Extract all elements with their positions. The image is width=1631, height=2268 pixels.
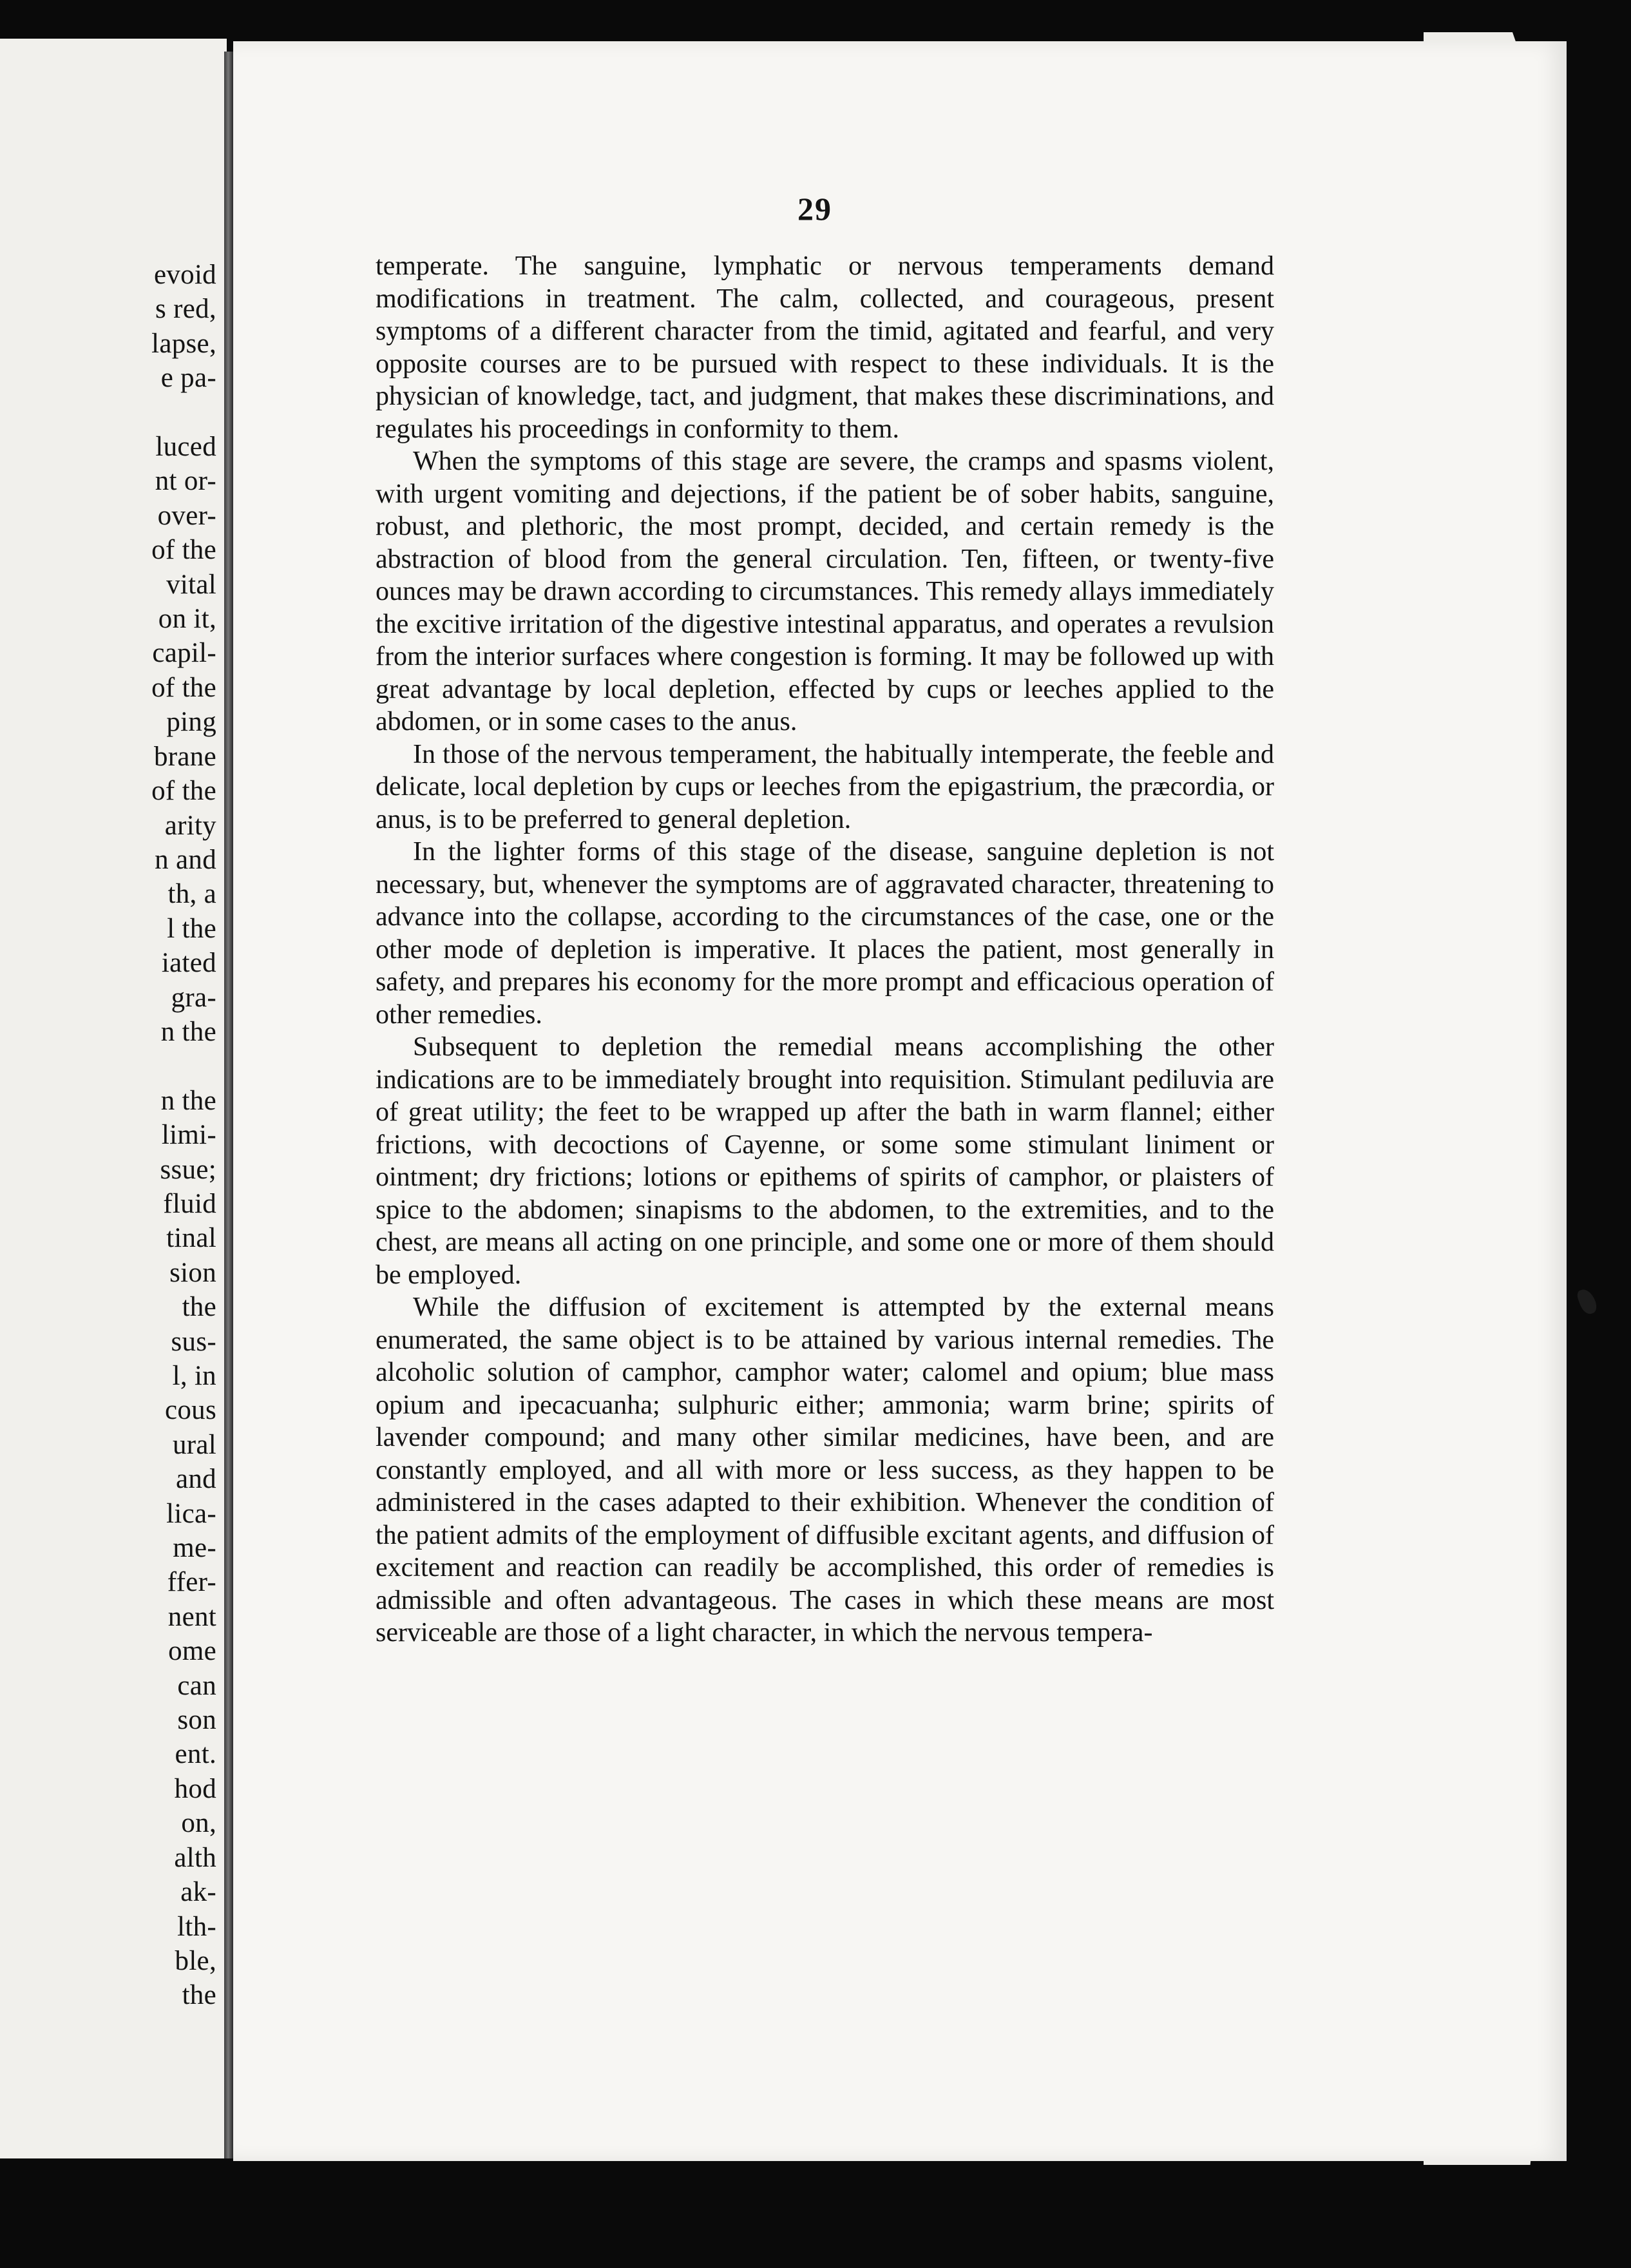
left-page-line: l the xyxy=(167,913,216,944)
left-page-line: over- xyxy=(157,500,216,531)
left-page-line: ffer- xyxy=(167,1567,216,1598)
margin-speck xyxy=(1576,1287,1599,1316)
left-page-line: ome xyxy=(168,1636,216,1667)
left-page-line: sus- xyxy=(171,1326,216,1357)
left-page-line: n the xyxy=(160,1085,216,1116)
left-page-line: ural xyxy=(172,1429,216,1460)
left-page-line: arity xyxy=(164,810,216,841)
left-page-line: limi- xyxy=(161,1120,216,1151)
left-page-line xyxy=(151,1049,216,1083)
paragraph-5: Subsequent to depletion the remedial means accomplishing the other indications are to be immediately brought into requisition. Stimulant pediluvia are of great utility; the feet to be wrapped up after the bath in warm flannel; either frictions, with decoctions of Cayenne, or some some stimulant liniment or ointment; dry frictions; lotions or epithems of spirits of camphor, or plaisters of spice to the abdomen; sinapisms to the abdomen, to the extremities, and to the chest, are means all acting on one principle, and some one or more of them should be employed. xyxy=(376,1032,1274,1290)
paragraph-2: When the symptoms of this stage are severe, the cramps and spasms violent, with urgent vomiting and dejections, if the patient be of sober habits, sanguine, robust, and plethoric, the most prompt, decided, and certain remedy is the abstraction of blood from the general circulation. Ten, fifteen, or twenty-five ounces may be drawn according to circumstances. This remedy allays immediately the excitive irritation of the digestive intestinal apparatus, and operates a revulsion from the interior surfaces where congestion is forming. It may be followed up with great advantage by local depletion, effected by cups or leeches applied to the abdomen, or in some cases to the anus. xyxy=(376,447,1274,736)
paragraph-6: While the diffusion of excitement is attempted by the external means enumerated, the same object is to be attained by various internal remedies. The alcoholic solution of camphor, camphor water; calomel and opium; blue mass opium and ipecacuanha; sulphuric either; ammonia; warm brine; spirits of lavender compound; and many other similar medicines, have been, and are constantly employed, and all with more or less success, as they happen to be administered in the cases adapted to their exhibition. Whenever the condition of the patient admits of the employment of diffusible excitant agents, and diffusion of excitement and reaction can readily be accomplished, this order of remedies is admissible and often advantageous. The cases in which these means are most serviceable are those of a light character, in which the nervous tempera- xyxy=(376,1293,1274,1648)
left-page-line: tinal xyxy=(166,1223,216,1254)
left-facing-page xyxy=(0,39,227,2158)
left-page-text-fragments xyxy=(151,258,216,2013)
left-page-line: lth- xyxy=(177,1911,216,1942)
left-page-line: evoid xyxy=(153,260,216,290)
left-page-line: s red, xyxy=(155,294,216,325)
left-page-line: ssue; xyxy=(160,1154,216,1185)
left-page-line: e pa- xyxy=(160,363,216,394)
left-page-line: brane xyxy=(154,741,216,772)
left-page-line: of the xyxy=(151,535,216,566)
left-page-line: lica- xyxy=(166,1498,216,1529)
left-page-line: n the xyxy=(160,1016,216,1047)
left-page-line: the xyxy=(182,1292,216,1323)
left-page-line: fluid xyxy=(163,1188,216,1219)
left-page-line: vital xyxy=(166,569,216,600)
left-page-line: sion xyxy=(169,1257,216,1288)
left-page-line: iated xyxy=(161,948,216,979)
left-page-line: hod xyxy=(174,1773,216,1804)
page-number: 29 xyxy=(797,191,832,227)
left-page-line: the xyxy=(182,1980,216,2011)
body-text xyxy=(376,250,1274,1649)
left-page-line: ping xyxy=(166,707,216,738)
paragraph-4: In the lighter forms of this stage of the disease, sanguine depletion is not necessary, but, whenever the symptoms are of aggravated character, threatening to advance into the collapse, according to the circumstances of the case, one or the other mode of depletion is imperative. It places the patient, most generally in safety, and prepares his economy for the more prompt and efficacious operation of other remedies. xyxy=(376,837,1274,1030)
left-page-line: on, xyxy=(181,1808,216,1839)
left-page-line: capil- xyxy=(152,638,216,669)
left-page-line: gra- xyxy=(171,982,216,1013)
left-page-line: on it, xyxy=(158,604,216,635)
left-page-line: of the xyxy=(151,776,216,807)
left-page-line: son xyxy=(177,1705,216,1736)
left-page-line: me- xyxy=(173,1533,216,1564)
left-page-line: nent xyxy=(167,1601,216,1632)
left-page-line: luced xyxy=(155,432,216,463)
left-page-line: n and xyxy=(155,844,216,875)
left-page-line: l, in xyxy=(172,1361,216,1391)
left-page-line xyxy=(151,396,216,430)
left-page-line: ak- xyxy=(180,1877,216,1908)
left-page-line: lapse, xyxy=(151,328,216,359)
left-page-line: nt or- xyxy=(155,466,216,497)
left-page-line: of the xyxy=(151,672,216,703)
left-page-line: cous xyxy=(164,1395,216,1426)
left-page-line: can xyxy=(177,1670,216,1701)
left-page-line: alth xyxy=(174,1842,216,1873)
paragraph-1: temperate. The sanguine, lymphatic or nervous temperaments demand modifications in treatment. The calm, collected, and courageous, present symptoms of a different character from the timid, agitated and fearful, and very opposite courses are to be pursued with respect to these individuals. It is the physician of knowledge, tact, and judgment, that makes these discriminations, and regulates his proceedings in conformity to them. xyxy=(376,251,1274,444)
book-gutter xyxy=(224,52,233,2158)
paragraph-3: In those of the nervous temperament, the habitually intemperate, the feeble and delicate, local depletion by cups or leeches from the epigastrium, the præcordia, or anus, is to be preferred to general depletion. xyxy=(376,739,1274,834)
left-page-line: ble, xyxy=(175,1945,216,1976)
left-page-line: and xyxy=(176,1464,216,1495)
left-page-line: th, a xyxy=(167,879,216,910)
left-page-line: ent. xyxy=(175,1739,216,1770)
